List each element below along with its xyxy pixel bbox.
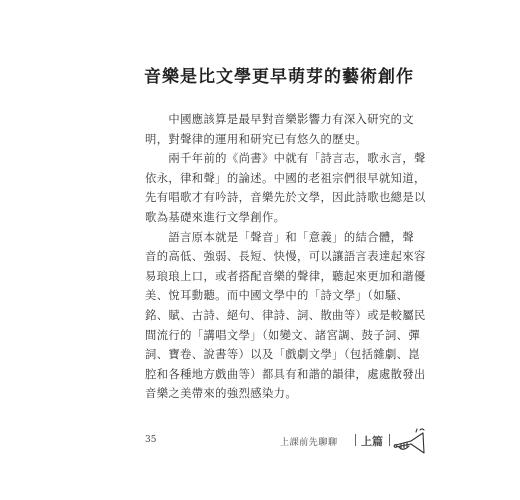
- text-line: 音樂之美帶來的強烈感染力。: [145, 387, 298, 401]
- page-footer: [145, 433, 407, 453]
- running-title: 上課前先聊聊: [280, 438, 338, 448]
- text-line: 語言原本就是「聲音」和「意義」的結合體，聲: [145, 230, 415, 244]
- text-line: 腔和各種地方戲曲等）都具有和諧的韻律，處處散發出: [145, 367, 426, 381]
- text-line: 兩千年前的《尚書》中就有「詩言志，歌永言，聲: [145, 152, 426, 166]
- text-line: 間流行的「講唱文學」（如變文、諸宮調、鼓子詞、彈: [145, 328, 421, 342]
- text-line: 依永，律和聲」的論述。中國的老祖宗們很早就知道，: [145, 171, 426, 185]
- text-line: 音的高低、強弱、長短、快慢，可以讓語言表達起來容: [145, 250, 426, 264]
- text-line: 歌為基礎來進行文學創作。: [145, 210, 286, 224]
- volume-label: 上篇: [361, 435, 383, 448]
- text-line: 銘、賦、古詩、絕句、律詩、詞、散曲等）或是較屬民: [145, 308, 426, 322]
- text-line: 明，對聲律的運用和研究已有悠久的歷史。: [145, 132, 368, 146]
- paragraph-2: [145, 149, 426, 227]
- divider: [389, 434, 390, 446]
- paragraph-3: [145, 228, 426, 404]
- divider: [355, 434, 356, 446]
- text-line: 中國應該算是最早對音樂影響力有深入研究的文: [145, 113, 415, 126]
- text-line: 易琅琅上口，或者搭配音樂的聲律，聽起來更加和諧優: [145, 269, 426, 283]
- page-number: 35: [145, 435, 157, 445]
- body-text: [145, 110, 426, 404]
- text-line: 先有唱歌才有吟詩，音樂先於文學，因此詩歌也總是以: [145, 191, 426, 205]
- text-line: 詞、寶卷、說書等）以及「戲劇文學」（包括雜劇、崑: [145, 348, 421, 362]
- section-title: 音樂是比文學更早萌芽的藝術創作: [144, 67, 414, 87]
- trumpet-icon: [393, 427, 427, 455]
- paragraph-1: [145, 110, 415, 149]
- text-line: 美、悅耳動聽。而中國文學中的「詩文學」（如騷、: [145, 289, 409, 303]
